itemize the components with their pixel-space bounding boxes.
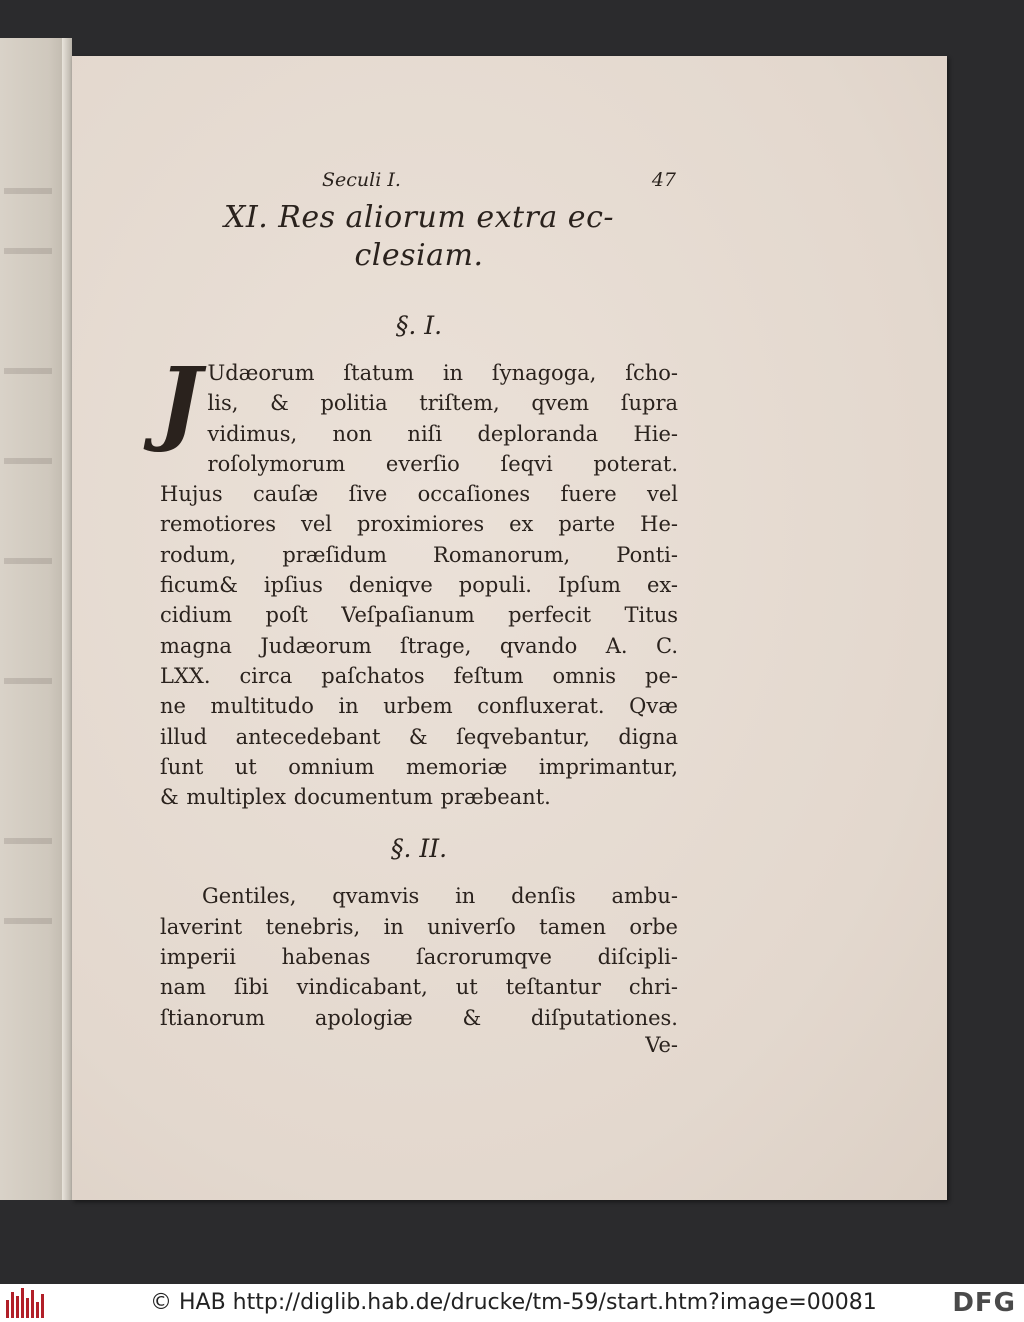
status-bar [0,1284,1024,1322]
running-head-title: Seculi I. [322,169,401,191]
text-line: ſtianorum apologiæ & diſputationes. [160,1005,678,1030]
text-line: roſolymorum everſio ſeqvi poterat. [207,451,678,476]
page-number: 47 [651,169,676,191]
text-line: Udæorum ſtatum in ſynagoga, ſcho- [207,361,678,385]
text-line: ſunt ut omnium memoriæ imprimantur, [160,754,678,779]
running-head [160,169,678,195]
text-line: lis, & politia triſtem, qvem ſupra [207,391,678,416]
text-line: cidium poſt Veſpaſianum perfecit Titus [160,603,678,628]
text-line: ficum& ipſius deniqve populi. Ipſum ex- [160,573,678,598]
text-line: imperii habenas ſacrorumqve diſcipli- [160,945,678,970]
text-line: Hujus cauſæ ſive occaſiones fuere vel [160,482,678,507]
hab-logo-icon [6,1288,46,1318]
chapter-heading-line: XI. Res aliorum extra ec- [223,200,615,235]
text-line: vidimus, non niſi deploranda Hie- [207,421,678,446]
text-line: ne multitudo in urbem confluxerat. Qvæ [160,694,678,719]
section-mark-2: §. II. [390,834,448,864]
text-line: illud antecedebant & ſeqvebantur, digna [160,724,678,749]
section-mark-1: §. I. [395,311,443,340]
text-line: rodum, præſidum Romanorum, Ponti- [160,542,678,567]
text-line: remotiores vel proximiores ex parte He- [160,512,678,537]
text-line: magna Judæorum ſtrage, qvando A. C. [160,633,678,658]
paragraph-2 [160,881,678,1032]
chapter-heading [160,199,678,275]
paragraph-1 [158,347,678,812]
text-line: Gentiles, qvamvis in denſis ambu- [202,884,678,909]
dfg-logo: DFG [952,1288,1016,1318]
book-page [72,56,947,1200]
drop-cap: J [158,347,202,455]
page-text-block [160,169,678,1057]
text-line: & multiplex documentum præbeant. [160,785,551,810]
text-line: nam ſibi vindicabant, ut teſtantur chri- [160,975,678,1000]
text-line: LXX. circa paſchatos feſtum omnis pe- [160,663,678,688]
copyright-url-link[interactable]: © HAB http://diglib.hab.de/drucke/tm-59/start.htm?image=00081 [150,1290,877,1315]
previous-page-edge [0,38,71,1200]
text-line: laverint tenebris, in univerſo tamen orbe [160,914,678,939]
catchword: Ve- [645,1032,678,1057]
chapter-heading-line: clesiam. [354,238,484,273]
